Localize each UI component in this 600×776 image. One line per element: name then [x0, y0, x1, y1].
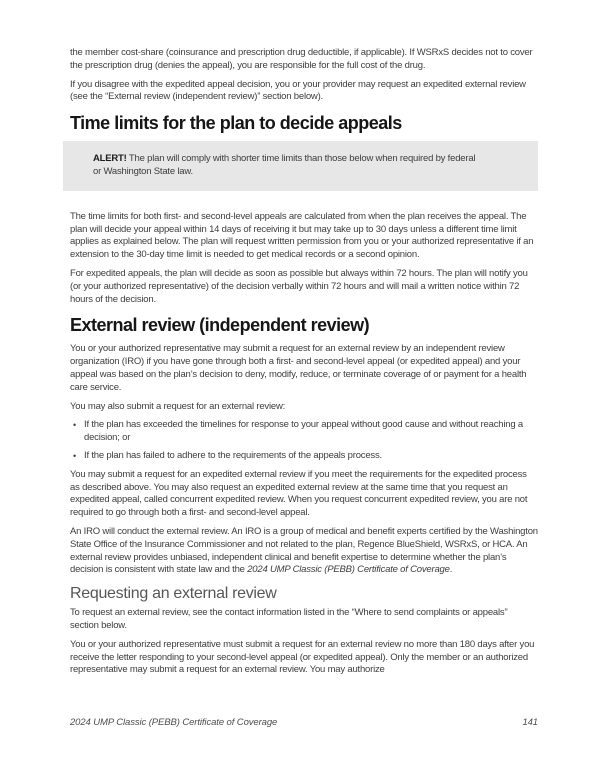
paragraph-contact-info: To request an external review, see the contact information listed in the “Where to send complaints or appeals” section below.	[70, 607, 508, 631]
page-content	[70, 47, 538, 683]
page-footer	[70, 717, 538, 728]
paragraph-text-end: .	[449, 564, 453, 576]
paragraph-time-limits-detail: The time limits for both first- and second-level appeals are calculated from when the plan receives the appeal. The plan will decide your appeal within 14 days of receiving it but may take up to 30 days unless a different time limit applies as explained below. The plan will request written permission from you or your authorized representative if an extension to the 30-day time limit is needed to get medical records or a second opinion.	[70, 210, 534, 261]
alert-text	[93, 153, 483, 179]
list-item-failed-adhere: • If the plan has failed to adhere to the requirements of the appeals process.	[70, 450, 538, 463]
paragraph-text: An IRO will conduct the external review. An IRO is a group of medical and benefit experts certified by the Washington State Office of the Insurance Commissioner and not related to the plan, Regence BlueShield, WSRxS, or HCA. An external review provides unbiased, independent clinical and benefit expertise to determine whether the plan’s decision is consistent with state law and the	[70, 525, 538, 576]
paragraph-iro-description	[70, 526, 538, 577]
subsection-heading-requesting-review: Requesting an external review	[70, 585, 277, 603]
section-heading-external-review: External review (independent review)	[70, 315, 370, 336]
paragraph-expedited-72-hours: For expedited appeals, the plan will decide as soon as possible but always within 72 hours. The plan will notify you (or your authorized representative) of the decision verbally within 72 hours and will mail a written notice within 72 hours of the decision.	[70, 267, 528, 305]
alert-box	[63, 141, 538, 191]
paragraph-expedited-disagree: If you disagree with the expedited appeal decision, you or your provider may request an expedited external review (see the “External review (independent review)” section below).	[70, 78, 526, 103]
footer-page-number: 141	[522, 717, 538, 728]
list-item-exceeded-timelines: • If the plan has exceeded the timelines for response to your appeal without good cause and without reaching a decision; or	[70, 419, 538, 445]
footer-document-title: 2024 UMP Classic (PEBB) Certificate of Coverage	[70, 717, 278, 728]
document-title-italic: 2024 UMP Classic (PEBB) Certificate of Coverage	[247, 564, 450, 576]
alert-label: ALERT!	[93, 153, 127, 165]
section-heading-time-limits: Time limits for the plan to decide appeals	[70, 113, 402, 134]
paragraph-external-review-intro: You or your authorized representative may submit a request for an external review by an independent review organization (IRO) if you have gone through both a first- and second-level appeal (or expedited appeal) and your appeal was based on the plan’s decision to deny, modify, reduce, or terminate coverage of or payment for a health care service.	[70, 343, 527, 393]
paragraph-expedited-external-review: You may submit a request for an expedited external review if you meet the requirements for the expedited process as described above. You may also request an expedited external review at the same time that you request an expedited appeal, called concurrent expedited review. When you request concurrent expedited review, you are not required to go through both a first- and second-level appeal.	[70, 468, 528, 519]
alert-message: The plan will comply with shorter time limits than those below when required by federal or Washington State law.	[93, 153, 476, 177]
paragraph-also-submit: You may also submit a request for an external review:	[70, 400, 286, 412]
bullet-list	[70, 419, 538, 462]
paragraph-member-cost-share: the member cost-share (coinsurance and prescription drug deductible, if applicable). If WSRxS decides not to cover the prescription drug (denies the appeal), you are responsible for the full cost of the drug.	[70, 47, 533, 71]
paragraph-180-days: You or your authorized representative must submit a request for an external review no more than 180 days after you receive the letter responding to your second-level appeal (or expedited appeal). Only the member or an authorized representative may submit a request for an external review. You may authorize	[70, 638, 535, 676]
